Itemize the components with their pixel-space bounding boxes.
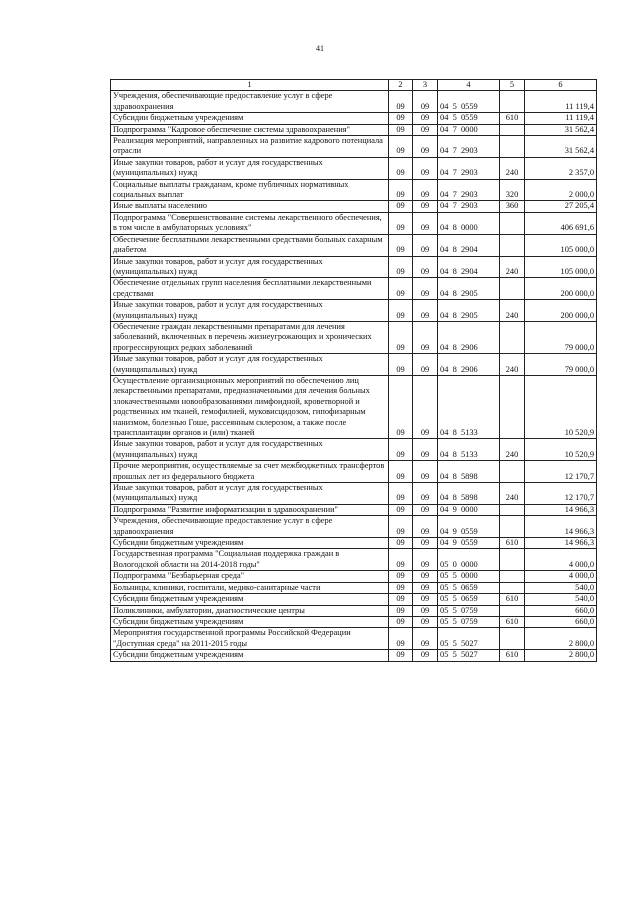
row-name: Реализация мероприятий, направленных на развитие кадрового потенциала отрасли	[111, 136, 389, 158]
table-row	[111, 113, 597, 124]
row-expense-type: 610	[500, 650, 525, 661]
row-amount: 105 000,0	[525, 234, 597, 256]
row-name: Обеспечение граждан лекарственными препаратами для лечения заболеваний, включенных в перечень жизнеугрожающих и хронических прогрессирующих редких заболеваний	[111, 321, 389, 353]
row-name: Субсидии бюджетным учреждениям	[111, 538, 389, 549]
table-row	[111, 516, 597, 538]
row-section-code: 09	[389, 256, 413, 278]
table-row	[111, 616, 597, 627]
table-row	[111, 483, 597, 505]
row-subsection-code: 09	[413, 582, 438, 593]
row-expense-type: 610	[500, 616, 525, 627]
row-amount: 540,0	[525, 582, 597, 593]
row-subsection-code: 09	[413, 483, 438, 505]
row-section-code: 09	[389, 549, 413, 571]
row-expense-type: 240	[500, 439, 525, 461]
table-row	[111, 234, 597, 256]
row-target-article: 04 7 2903	[438, 201, 500, 212]
row-target-article: 04 8 2906	[438, 354, 500, 376]
row-expense-type	[500, 321, 525, 353]
row-target-article: 05 5 5027	[438, 628, 500, 650]
table-row	[111, 179, 597, 201]
row-name: Поликлиники, амбулатории, диагностические центры	[111, 605, 389, 616]
row-name: Иные закупки товаров, работ и услуг для государственных (муниципальных) нужд	[111, 157, 389, 179]
header-col-1: 1	[111, 80, 389, 91]
table-row	[111, 504, 597, 515]
row-target-article: 05 5 0000	[438, 571, 500, 582]
row-name: Иные закупки товаров, работ и услуг для государственных (муниципальных) нужд	[111, 256, 389, 278]
header-col-2: 2	[389, 80, 413, 91]
row-section-code: 09	[389, 113, 413, 124]
table-row	[111, 628, 597, 650]
row-section-code: 09	[389, 628, 413, 650]
row-name: Субсидии бюджетным учреждениям	[111, 594, 389, 605]
row-expense-type: 240	[500, 256, 525, 278]
row-subsection-code: 09	[413, 504, 438, 515]
row-amount: 660,0	[525, 616, 597, 627]
table-row	[111, 321, 597, 353]
table-row	[111, 136, 597, 158]
row-amount: 4 000,0	[525, 549, 597, 571]
row-subsection-code: 09	[413, 650, 438, 661]
row-amount: 31 562,4	[525, 124, 597, 135]
row-amount: 4 000,0	[525, 571, 597, 582]
row-name: Подпрограмма "Развитие информатизации в здравоохранении"	[111, 504, 389, 515]
row-amount: 79 000,0	[525, 354, 597, 376]
row-amount: 105 000,0	[525, 256, 597, 278]
row-target-article: 04 9 0000	[438, 504, 500, 515]
table-row	[111, 650, 597, 661]
row-target-article: 04 5 0559	[438, 91, 500, 113]
row-subsection-code: 09	[413, 594, 438, 605]
row-section-code: 09	[389, 321, 413, 353]
row-subsection-code: 09	[413, 157, 438, 179]
row-amount: 12 170,7	[525, 483, 597, 505]
row-amount: 406 691,6	[525, 212, 597, 234]
row-expense-type	[500, 91, 525, 113]
row-expense-type: 240	[500, 354, 525, 376]
table-row	[111, 375, 597, 438]
row-name: Субсидии бюджетным учреждениям	[111, 113, 389, 124]
row-name: Подпрограмма "Безбарьерная среда"	[111, 571, 389, 582]
row-name: Государственная программа "Социальная поддержка граждан в Вологодской области на 2014-2018 годы"	[111, 549, 389, 571]
row-target-article: 05 5 0659	[438, 594, 500, 605]
row-name: Иные закупки товаров, работ и услуг для государственных (муниципальных) нужд	[111, 300, 389, 322]
row-amount: 11 119,4	[525, 113, 597, 124]
table-header	[111, 80, 597, 91]
row-name: Обеспечение отдельных групп населения бесплатными лекарственными средствами	[111, 278, 389, 300]
row-target-article: 04 8 5898	[438, 483, 500, 505]
row-expense-type: 240	[500, 300, 525, 322]
row-section-code: 09	[389, 157, 413, 179]
row-section-code: 09	[389, 483, 413, 505]
row-target-article: 04 5 0559	[438, 113, 500, 124]
row-expense-type	[500, 628, 525, 650]
row-name: Иные закупки товаров, работ и услуг для государственных (муниципальных) нужд	[111, 439, 389, 461]
row-section-code: 09	[389, 571, 413, 582]
row-amount: 2 000,0	[525, 179, 597, 201]
row-subsection-code: 09	[413, 628, 438, 650]
row-expense-type	[500, 375, 525, 438]
row-subsection-code: 09	[413, 179, 438, 201]
table-row	[111, 538, 597, 549]
row-subsection-code: 09	[413, 256, 438, 278]
row-name: Субсидии бюджетным учреждениям	[111, 650, 389, 661]
row-amount: 27 205,4	[525, 201, 597, 212]
table-row	[111, 212, 597, 234]
row-target-article: 05 5 0759	[438, 616, 500, 627]
table-row	[111, 594, 597, 605]
row-subsection-code: 09	[413, 136, 438, 158]
row-target-article: 04 8 2905	[438, 278, 500, 300]
row-name: Иные закупки товаров, работ и услуг для государственных (муниципальных) нужд	[111, 354, 389, 376]
row-name: Социальные выплаты гражданам, кроме публичных нормативных социальных выплат	[111, 179, 389, 201]
table-row	[111, 582, 597, 593]
header-col-6: 6	[525, 80, 597, 91]
row-section-code: 09	[389, 212, 413, 234]
table-row	[111, 278, 597, 300]
row-expense-type: 610	[500, 594, 525, 605]
row-amount: 660,0	[525, 605, 597, 616]
row-name: Учреждения, обеспечивающие предоставление услуг в сфере здравоохранения	[111, 91, 389, 113]
row-expense-type	[500, 605, 525, 616]
row-subsection-code: 09	[413, 616, 438, 627]
row-target-article: 05 0 0000	[438, 549, 500, 571]
row-subsection-code: 09	[413, 300, 438, 322]
row-section-code: 09	[389, 616, 413, 627]
row-target-article: 04 8 2906	[438, 321, 500, 353]
table-row	[111, 461, 597, 483]
row-section-code: 09	[389, 91, 413, 113]
row-section-code: 09	[389, 124, 413, 135]
row-subsection-code: 09	[413, 461, 438, 483]
row-amount: 11 119,4	[525, 91, 597, 113]
row-section-code: 09	[389, 201, 413, 212]
row-expense-type: 610	[500, 538, 525, 549]
budget-table	[110, 79, 597, 662]
row-expense-type: 360	[500, 201, 525, 212]
row-subsection-code: 09	[413, 375, 438, 438]
row-subsection-code: 09	[413, 91, 438, 113]
row-amount: 10 520,9	[525, 439, 597, 461]
row-target-article: 04 8 0000	[438, 212, 500, 234]
row-amount: 14 966,3	[525, 538, 597, 549]
row-target-article: 04 8 2904	[438, 256, 500, 278]
row-subsection-code: 09	[413, 605, 438, 616]
row-amount: 2 800,0	[525, 628, 597, 650]
table-row	[111, 124, 597, 135]
row-subsection-code: 09	[413, 439, 438, 461]
row-expense-type	[500, 571, 525, 582]
row-section-code: 09	[389, 439, 413, 461]
row-expense-type	[500, 516, 525, 538]
row-subsection-code: 09	[413, 516, 438, 538]
row-target-article: 04 8 2905	[438, 300, 500, 322]
row-expense-type	[500, 504, 525, 515]
row-target-article: 04 7 2903	[438, 136, 500, 158]
row-section-code: 09	[389, 375, 413, 438]
row-section-code: 09	[389, 300, 413, 322]
row-target-article: 04 8 5133	[438, 439, 500, 461]
row-name: Субсидии бюджетным учреждениям	[111, 616, 389, 627]
row-section-code: 09	[389, 234, 413, 256]
row-section-code: 09	[389, 605, 413, 616]
table-row	[111, 354, 597, 376]
table-row	[111, 571, 597, 582]
row-name: Подпрограмма "Кадровое обеспечение системы здравоохранения"	[111, 124, 389, 135]
row-name: Осуществление организационных мероприятий по обеспечению лиц лекарственными препаратами, предназначенными для лечения больных злокачественными новообразованиями лимфоидной, кроветворной и родственных им тканей, гемофилией, муковисцидозом, гипофизарным нанизмом, болезнью Гоше, рассеянным склерозом, а также после трансплантации органов и (или) тканей	[111, 375, 389, 438]
row-name: Мероприятия государственной программы Российской Федерации "Доступная среда" на 2011-2015 годы	[111, 628, 389, 650]
row-section-code: 09	[389, 594, 413, 605]
row-expense-type	[500, 461, 525, 483]
row-name: Больницы, клиники, госпитали, медико-санитарные части	[111, 582, 389, 593]
row-amount: 31 562,4	[525, 136, 597, 158]
row-expense-type	[500, 278, 525, 300]
row-target-article: 05 5 0659	[438, 582, 500, 593]
table-row	[111, 256, 597, 278]
row-target-article: 04 9 0559	[438, 538, 500, 549]
row-section-code: 09	[389, 354, 413, 376]
row-section-code: 09	[389, 504, 413, 515]
table-row	[111, 439, 597, 461]
row-section-code: 09	[389, 516, 413, 538]
header-col-4: 4	[438, 80, 500, 91]
table-row	[111, 157, 597, 179]
row-section-code: 09	[389, 650, 413, 661]
row-expense-type	[500, 212, 525, 234]
row-amount: 2 800,0	[525, 650, 597, 661]
row-name: Прочие мероприятия, осуществляемые за счет межбюджетных трансфертов прошлых лет из федерального бюджета	[111, 461, 389, 483]
row-expense-type	[500, 124, 525, 135]
row-amount: 79 000,0	[525, 321, 597, 353]
row-target-article: 04 7 2903	[438, 157, 500, 179]
row-name: Учреждения, обеспечивающие предоставление услуг в сфере здравоохранения	[111, 516, 389, 538]
row-name: Обеспечение бесплатными лекарственными средствами больных сахарным диабетом	[111, 234, 389, 256]
row-subsection-code: 09	[413, 538, 438, 549]
row-target-article: 04 7 0000	[438, 124, 500, 135]
row-target-article: 05 5 0759	[438, 605, 500, 616]
row-amount: 14 966,3	[525, 516, 597, 538]
row-expense-type	[500, 234, 525, 256]
table-row	[111, 91, 597, 113]
row-expense-type: 240	[500, 483, 525, 505]
row-name: Иные закупки товаров, работ и услуг для государственных (муниципальных) нужд	[111, 483, 389, 505]
table-body	[111, 91, 597, 661]
table-row	[111, 549, 597, 571]
row-target-article: 04 7 2903	[438, 179, 500, 201]
row-name: Иные выплаты населению	[111, 201, 389, 212]
row-amount: 200 000,0	[525, 300, 597, 322]
row-amount: 200 000,0	[525, 278, 597, 300]
header-col-3: 3	[413, 80, 438, 91]
row-subsection-code: 09	[413, 549, 438, 571]
row-subsection-code: 09	[413, 212, 438, 234]
row-expense-type: 320	[500, 179, 525, 201]
row-subsection-code: 09	[413, 321, 438, 353]
table-row	[111, 300, 597, 322]
row-section-code: 09	[389, 136, 413, 158]
row-expense-type: 610	[500, 113, 525, 124]
table-row	[111, 605, 597, 616]
row-subsection-code: 09	[413, 201, 438, 212]
row-subsection-code: 09	[413, 354, 438, 376]
header-col-5: 5	[500, 80, 525, 91]
row-name: Подпрограмма "Совершенствование системы лекарственного обеспечения, в том числе в амбулаторных условиях"	[111, 212, 389, 234]
row-section-code: 09	[389, 179, 413, 201]
table-row	[111, 201, 597, 212]
row-subsection-code: 09	[413, 278, 438, 300]
row-section-code: 09	[389, 461, 413, 483]
row-expense-type	[500, 582, 525, 593]
page-number: 41	[316, 44, 324, 53]
row-amount: 12 170,7	[525, 461, 597, 483]
row-target-article: 04 8 5898	[438, 461, 500, 483]
row-amount: 10 520,9	[525, 375, 597, 438]
row-subsection-code: 09	[413, 124, 438, 135]
row-target-article: 04 9 0559	[438, 516, 500, 538]
row-amount: 2 357,0	[525, 157, 597, 179]
row-amount: 540,0	[525, 594, 597, 605]
row-amount: 14 966,3	[525, 504, 597, 515]
row-expense-type	[500, 549, 525, 571]
row-section-code: 09	[389, 538, 413, 549]
row-section-code: 09	[389, 582, 413, 593]
row-target-article: 04 8 5133	[438, 375, 500, 438]
row-subsection-code: 09	[413, 113, 438, 124]
row-subsection-code: 09	[413, 234, 438, 256]
row-section-code: 09	[389, 278, 413, 300]
row-subsection-code: 09	[413, 571, 438, 582]
row-expense-type: 240	[500, 157, 525, 179]
header-row	[111, 80, 597, 91]
row-expense-type	[500, 136, 525, 158]
row-target-article: 04 8 2904	[438, 234, 500, 256]
row-target-article: 05 5 5027	[438, 650, 500, 661]
